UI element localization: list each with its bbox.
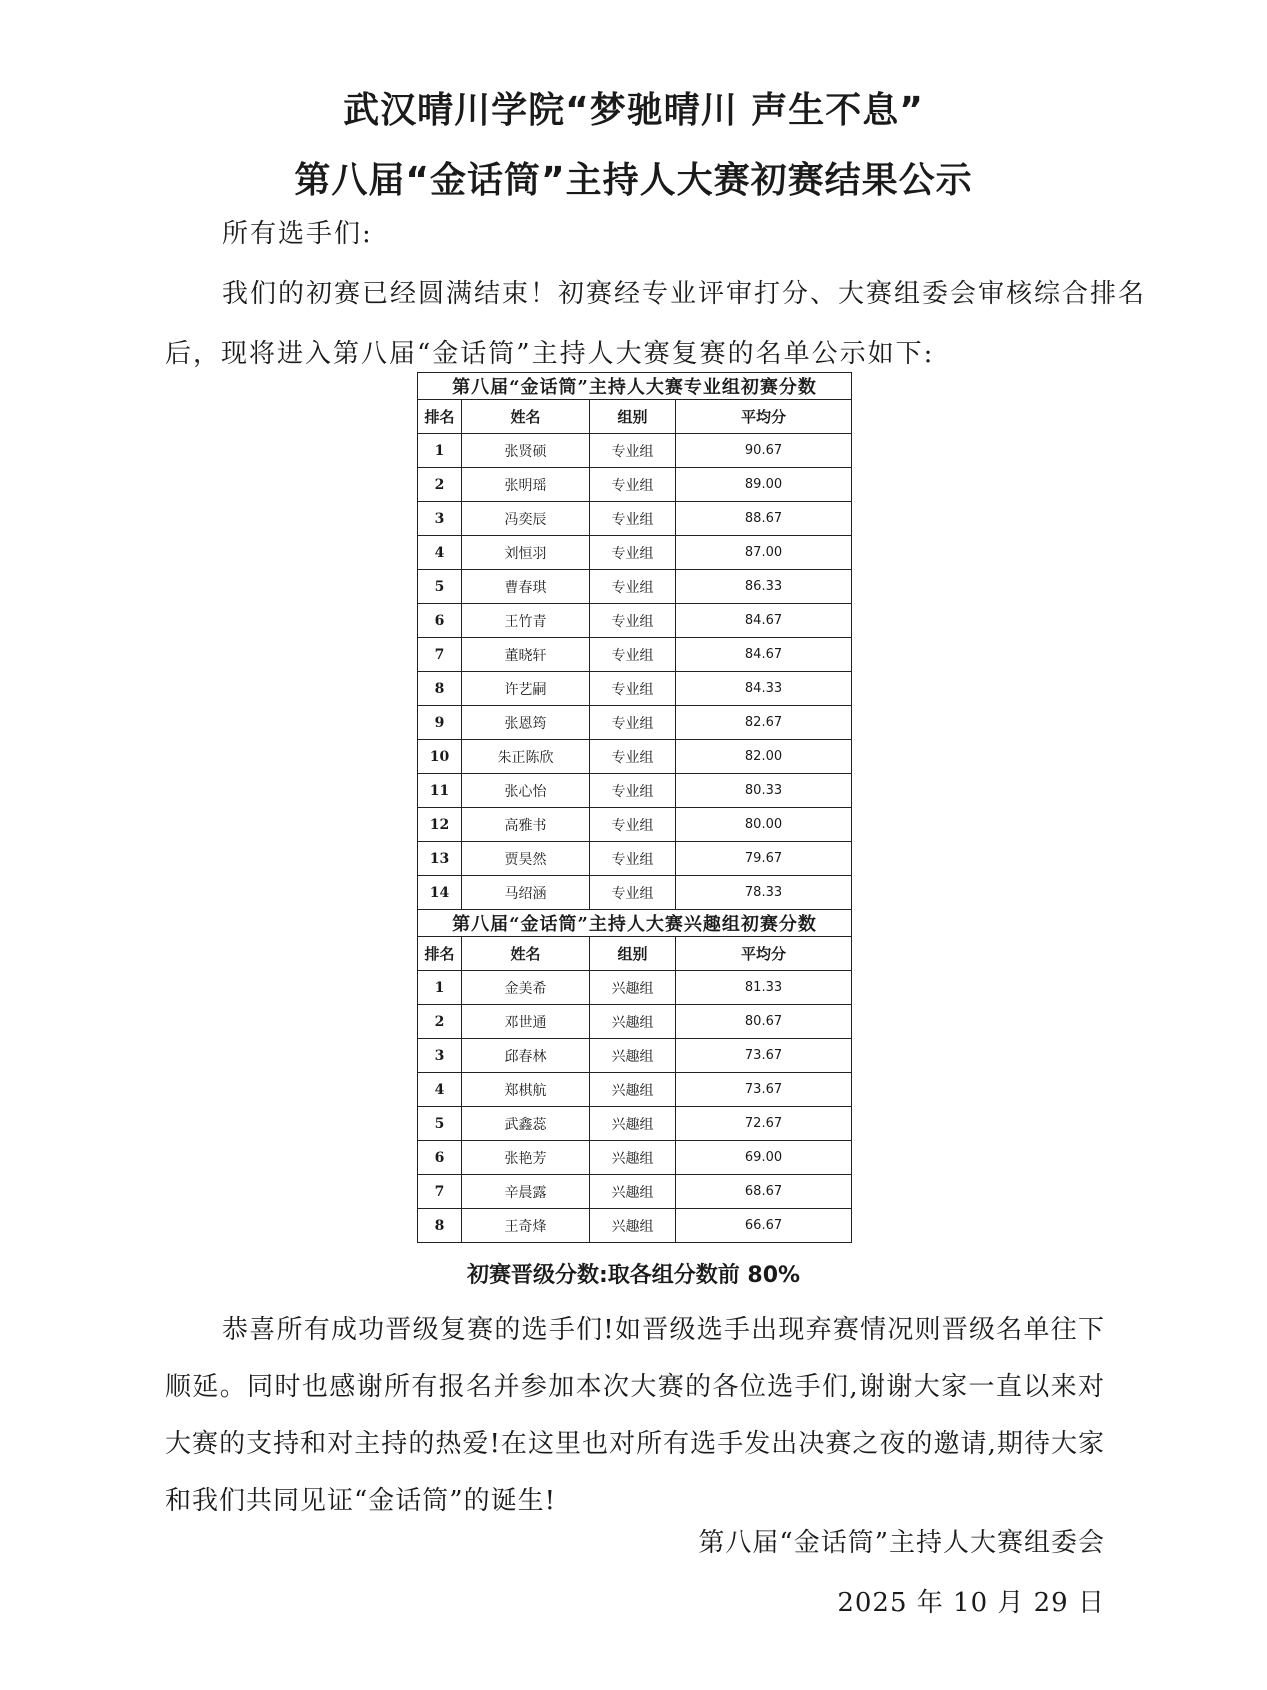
table-header-row [418, 400, 852, 434]
table-row [418, 1073, 852, 1107]
group-cell: 专业组 [590, 468, 676, 502]
name-cell: 贾昊然 [462, 842, 590, 876]
greeting: 所有选手们: [222, 219, 373, 249]
score-cell: 66.67 [676, 1209, 852, 1243]
rank-cell: 3 [418, 1039, 462, 1073]
rank-cell: 1 [418, 971, 462, 1005]
name-cell: 董晓轩 [462, 638, 590, 672]
rank-cell: 5 [418, 1107, 462, 1141]
name-cell: 邓世通 [462, 1005, 590, 1039]
rank-cell: 2 [418, 1005, 462, 1039]
name-cell: 王竹青 [462, 604, 590, 638]
name-cell: 许艺嗣 [462, 672, 590, 706]
score-cell: 87.00 [676, 536, 852, 570]
table-row [418, 1039, 852, 1073]
signature-date: 2025 年 10 月 29 日 [837, 1588, 1105, 1618]
column-header: 组别 [590, 400, 676, 434]
table-row [418, 1175, 852, 1209]
score-cell: 80.33 [676, 774, 852, 808]
rank-cell: 4 [418, 536, 462, 570]
column-header: 组别 [590, 937, 676, 971]
score-cell: 69.00 [676, 1141, 852, 1175]
rank-cell: 12 [418, 808, 462, 842]
group-cell: 专业组 [590, 808, 676, 842]
group-cell: 兴趣组 [590, 1039, 676, 1073]
group-cell: 兴趣组 [590, 1175, 676, 1209]
table-row [418, 876, 852, 910]
score-cell: 82.00 [676, 740, 852, 774]
name-cell: 邱春林 [462, 1039, 590, 1073]
group-cell: 专业组 [590, 604, 676, 638]
group-cell: 专业组 [590, 706, 676, 740]
score-cell: 79.67 [676, 842, 852, 876]
score-tables [417, 372, 852, 1243]
name-cell: 曹春琪 [462, 570, 590, 604]
name-cell: 冯奕辰 [462, 502, 590, 536]
score-cell: 82.67 [676, 706, 852, 740]
group-cell: 专业组 [590, 638, 676, 672]
score-cell: 81.33 [676, 971, 852, 1005]
table-row [418, 706, 852, 740]
name-cell: 张艳芳 [462, 1141, 590, 1175]
score-cell: 72.67 [676, 1107, 852, 1141]
table-row [418, 672, 852, 706]
rank-cell: 2 [418, 468, 462, 502]
score-cell: 73.67 [676, 1039, 852, 1073]
score-cell: 73.67 [676, 1073, 852, 1107]
table-row [418, 971, 852, 1005]
intro-line2: 后，现将进入第八届“金话筒”主持人大赛复赛的名单公示如下: [165, 339, 935, 369]
score-cell: 89.00 [676, 468, 852, 502]
rank-cell: 10 [418, 740, 462, 774]
table-row [418, 842, 852, 876]
rank-cell: 4 [418, 1073, 462, 1107]
score-cell: 80.00 [676, 808, 852, 842]
name-cell: 张心怡 [462, 774, 590, 808]
group-cell: 专业组 [590, 842, 676, 876]
name-cell: 张明瑶 [462, 468, 590, 502]
group-cell: 专业组 [590, 774, 676, 808]
name-cell: 高雅书 [462, 808, 590, 842]
table-row [418, 434, 852, 468]
score-cell: 90.67 [676, 434, 852, 468]
table-row [418, 570, 852, 604]
name-cell: 武鑫蕊 [462, 1107, 590, 1141]
rank-cell: 8 [418, 1209, 462, 1243]
group-cell: 兴趣组 [590, 1073, 676, 1107]
table-row [418, 1107, 852, 1141]
group-cell: 兴趣组 [590, 971, 676, 1005]
column-header: 平均分 [676, 937, 852, 971]
score-cell: 80.67 [676, 1005, 852, 1039]
table-caption-row [418, 910, 852, 937]
group-cell: 专业组 [590, 672, 676, 706]
rank-cell: 13 [418, 842, 462, 876]
table-row [418, 502, 852, 536]
table-caption: 第八届“金话筒”主持人大赛专业组初赛分数 [418, 373, 852, 400]
name-cell: 刘恒羽 [462, 536, 590, 570]
name-cell: 张恩筠 [462, 706, 590, 740]
group-cell: 兴趣组 [590, 1209, 676, 1243]
name-cell: 郑棋航 [462, 1073, 590, 1107]
document-title-line1: 武汉晴川学院“梦驰晴川 声生不息” [343, 90, 924, 131]
rank-cell: 6 [418, 604, 462, 638]
score-cell: 84.67 [676, 638, 852, 672]
group-cell: 专业组 [590, 876, 676, 910]
intro-line1: 我们的初赛已经圆满结束！初赛经专业评审打分、大赛组委会审核综合排名 [222, 279, 1147, 309]
score-cell: 78.33 [676, 876, 852, 910]
group-cell: 专业组 [590, 740, 676, 774]
column-header: 姓名 [462, 400, 590, 434]
group-cell: 专业组 [590, 502, 676, 536]
group-cell: 专业组 [590, 434, 676, 468]
column-header: 平均分 [676, 400, 852, 434]
name-cell: 马绍涵 [462, 876, 590, 910]
score-cell: 88.67 [676, 502, 852, 536]
table-row [418, 1005, 852, 1039]
advance-rule: 初赛晋级分数:取各组分数前 80% [466, 1263, 801, 1288]
name-cell: 王奇烽 [462, 1209, 590, 1243]
document-title-line2: 第八届“金话筒”主持人大赛初赛结果公示 [294, 160, 973, 201]
rank-cell: 8 [418, 672, 462, 706]
table-row [418, 604, 852, 638]
rank-cell: 14 [418, 876, 462, 910]
column-header: 姓名 [462, 937, 590, 971]
column-header: 排名 [418, 400, 462, 434]
group-cell: 专业组 [590, 536, 676, 570]
rank-cell: 6 [418, 1141, 462, 1175]
table-row [418, 740, 852, 774]
rank-cell: 7 [418, 638, 462, 672]
table-row [418, 638, 852, 672]
score-cell: 86.33 [676, 570, 852, 604]
table-row [418, 808, 852, 842]
organizer-signature: 第八届“金话筒”主持人大赛组委会 [698, 1528, 1105, 1558]
rank-cell: 3 [418, 502, 462, 536]
name-cell: 金美希 [462, 971, 590, 1005]
rank-cell: 7 [418, 1175, 462, 1209]
table-row [418, 1141, 852, 1175]
score-cell: 84.33 [676, 672, 852, 706]
group-cell: 专业组 [590, 570, 676, 604]
name-cell: 张贤硕 [462, 434, 590, 468]
table-row [418, 1209, 852, 1243]
rank-cell: 9 [418, 706, 462, 740]
group-cell: 兴趣组 [590, 1141, 676, 1175]
group-cell: 兴趣组 [590, 1005, 676, 1039]
rank-cell: 5 [418, 570, 462, 604]
table-row [418, 774, 852, 808]
name-cell: 辛晨露 [462, 1175, 590, 1209]
table-caption-row [418, 373, 852, 400]
score-cell: 84.67 [676, 604, 852, 638]
rank-cell: 1 [418, 434, 462, 468]
table-caption: 第八届“金话筒”主持人大赛兴趣组初赛分数 [418, 910, 852, 937]
score-cell: 68.67 [676, 1175, 852, 1209]
name-cell: 朱正陈欣 [462, 740, 590, 774]
group-cell: 兴趣组 [590, 1107, 676, 1141]
table-header-row [418, 937, 852, 971]
table-row [418, 468, 852, 502]
rank-cell: 11 [418, 774, 462, 808]
closing-paragraph: 恭喜所有成功晋级复赛的选手们!如晋级选手出现弃赛情况则晋级名单往下顺延。同时也感谢所有报名并参加本次大赛的各位选手们,谢谢大家一直以来对大赛的支持和对主持的热爱!在这里也对所有选手发出决赛之夜的邀请,期待大家和我们共同见证“金话筒”的诞生! [165, 1315, 1106, 1516]
table-row [418, 536, 852, 570]
column-header: 排名 [418, 937, 462, 971]
